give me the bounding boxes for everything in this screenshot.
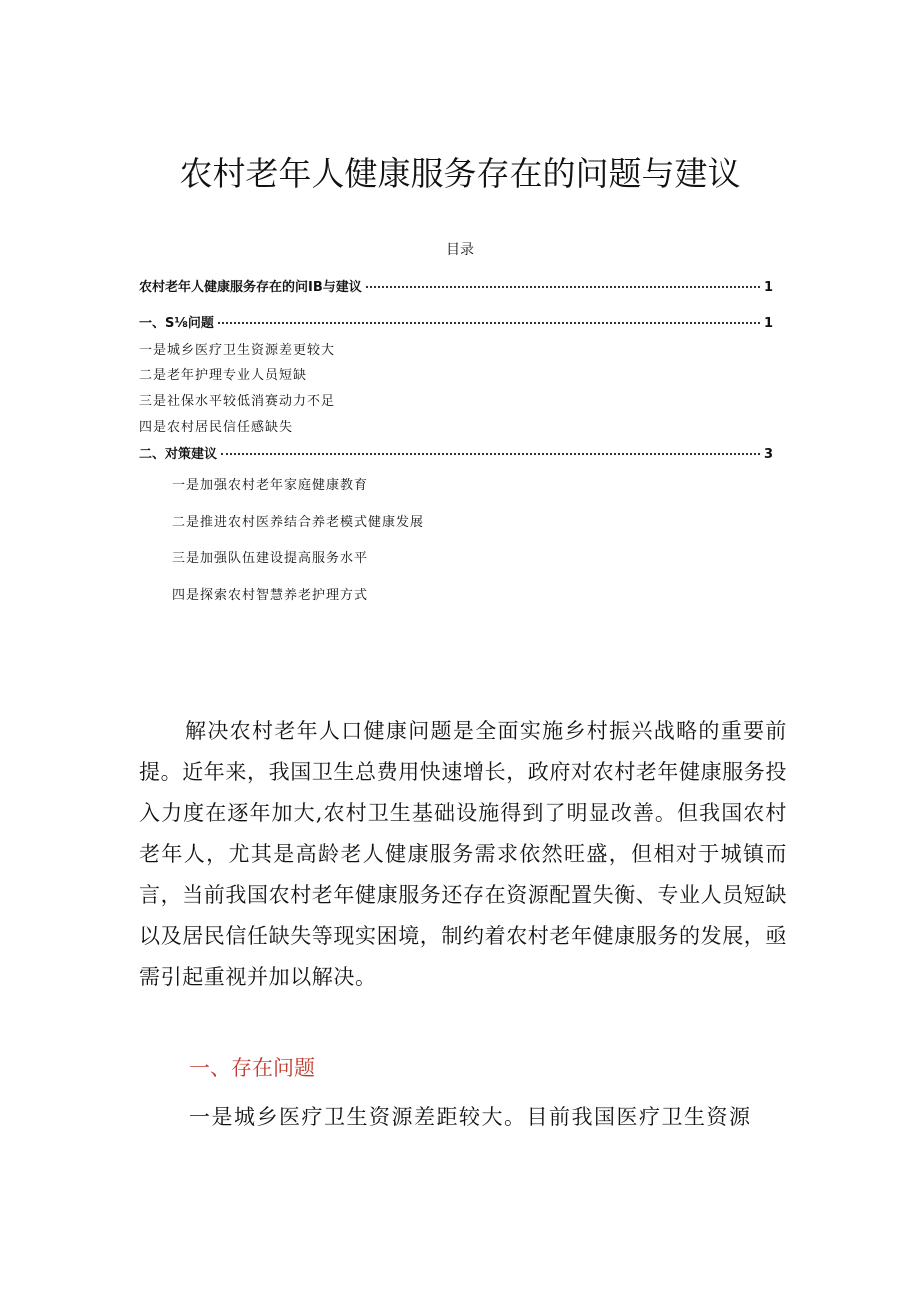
toc-dot-leader (218, 322, 760, 324)
toc-page-number: 1 (763, 316, 773, 331)
toc-entry-main[interactable] (139, 279, 773, 297)
toc-subitem[interactable]: 一是加强农村老年家庭健康教育 (172, 478, 369, 493)
toc-subitem[interactable]: 四是探索农村智慧养老护理方式 (172, 588, 369, 603)
document-title: 农村老年人健康服务存在的问题与建议 (179, 154, 741, 193)
toc-subitem[interactable]: 四是农村居民信任感缺失 (139, 420, 294, 435)
intro-paragraph: 解决农村老年人口健康问题是全面实施乡村振兴战略的重要前提。近年来，我国卫生总费用快速增长，政府对农村老年健康服务投入力度在逐年加大,农村卫生基础设施得到了明显改善。但我国农村老年人，尤其是高龄老人健康服务需求依然旺盛，但相对于城镇而言，当前我国农村老年健康服务还存在资源配置失衡、专业人员短缺以及居民信任缺失等现实困境，制约着农村老年健康服务的发展，亟需引起重视并加以解决。 (139, 719, 787, 989)
toc-heading: 目录 (446, 242, 474, 258)
toc-entry-label: 一、S⅛问题 (139, 316, 214, 331)
toc-subitem[interactable]: 三是社保水平较低消赛动力不足 (139, 394, 336, 409)
toc-entry-section2[interactable] (139, 446, 773, 464)
toc-entry-label: 二、对策建议 (139, 447, 218, 462)
toc-subitem[interactable]: 一是城乡医疗卫生资源差更较大 (139, 343, 336, 358)
toc-entry-section1[interactable] (139, 315, 773, 333)
toc-page-number: 3 (763, 447, 773, 462)
section-heading: 一、存在问题 (189, 1056, 315, 1080)
toc-subitem[interactable]: 三是加强队伍建设提高服务水平 (172, 551, 369, 566)
toc-dot-leader (221, 453, 760, 455)
body-paragraph: 一是城乡医疗卫生资源差距较大。目前我国医疗卫生资源 (189, 1105, 752, 1129)
toc-entry-label: 农村老年人健康服务存在的问IB与建议 (139, 280, 362, 295)
toc-dot-leader (366, 286, 760, 288)
toc-page-number: 1 (763, 280, 773, 295)
toc-subitem[interactable]: 二是老年护理专业人员短缺 (139, 368, 308, 383)
toc-subitem[interactable]: 二是推进农村医养结合养老模式健康发展 (172, 515, 425, 530)
